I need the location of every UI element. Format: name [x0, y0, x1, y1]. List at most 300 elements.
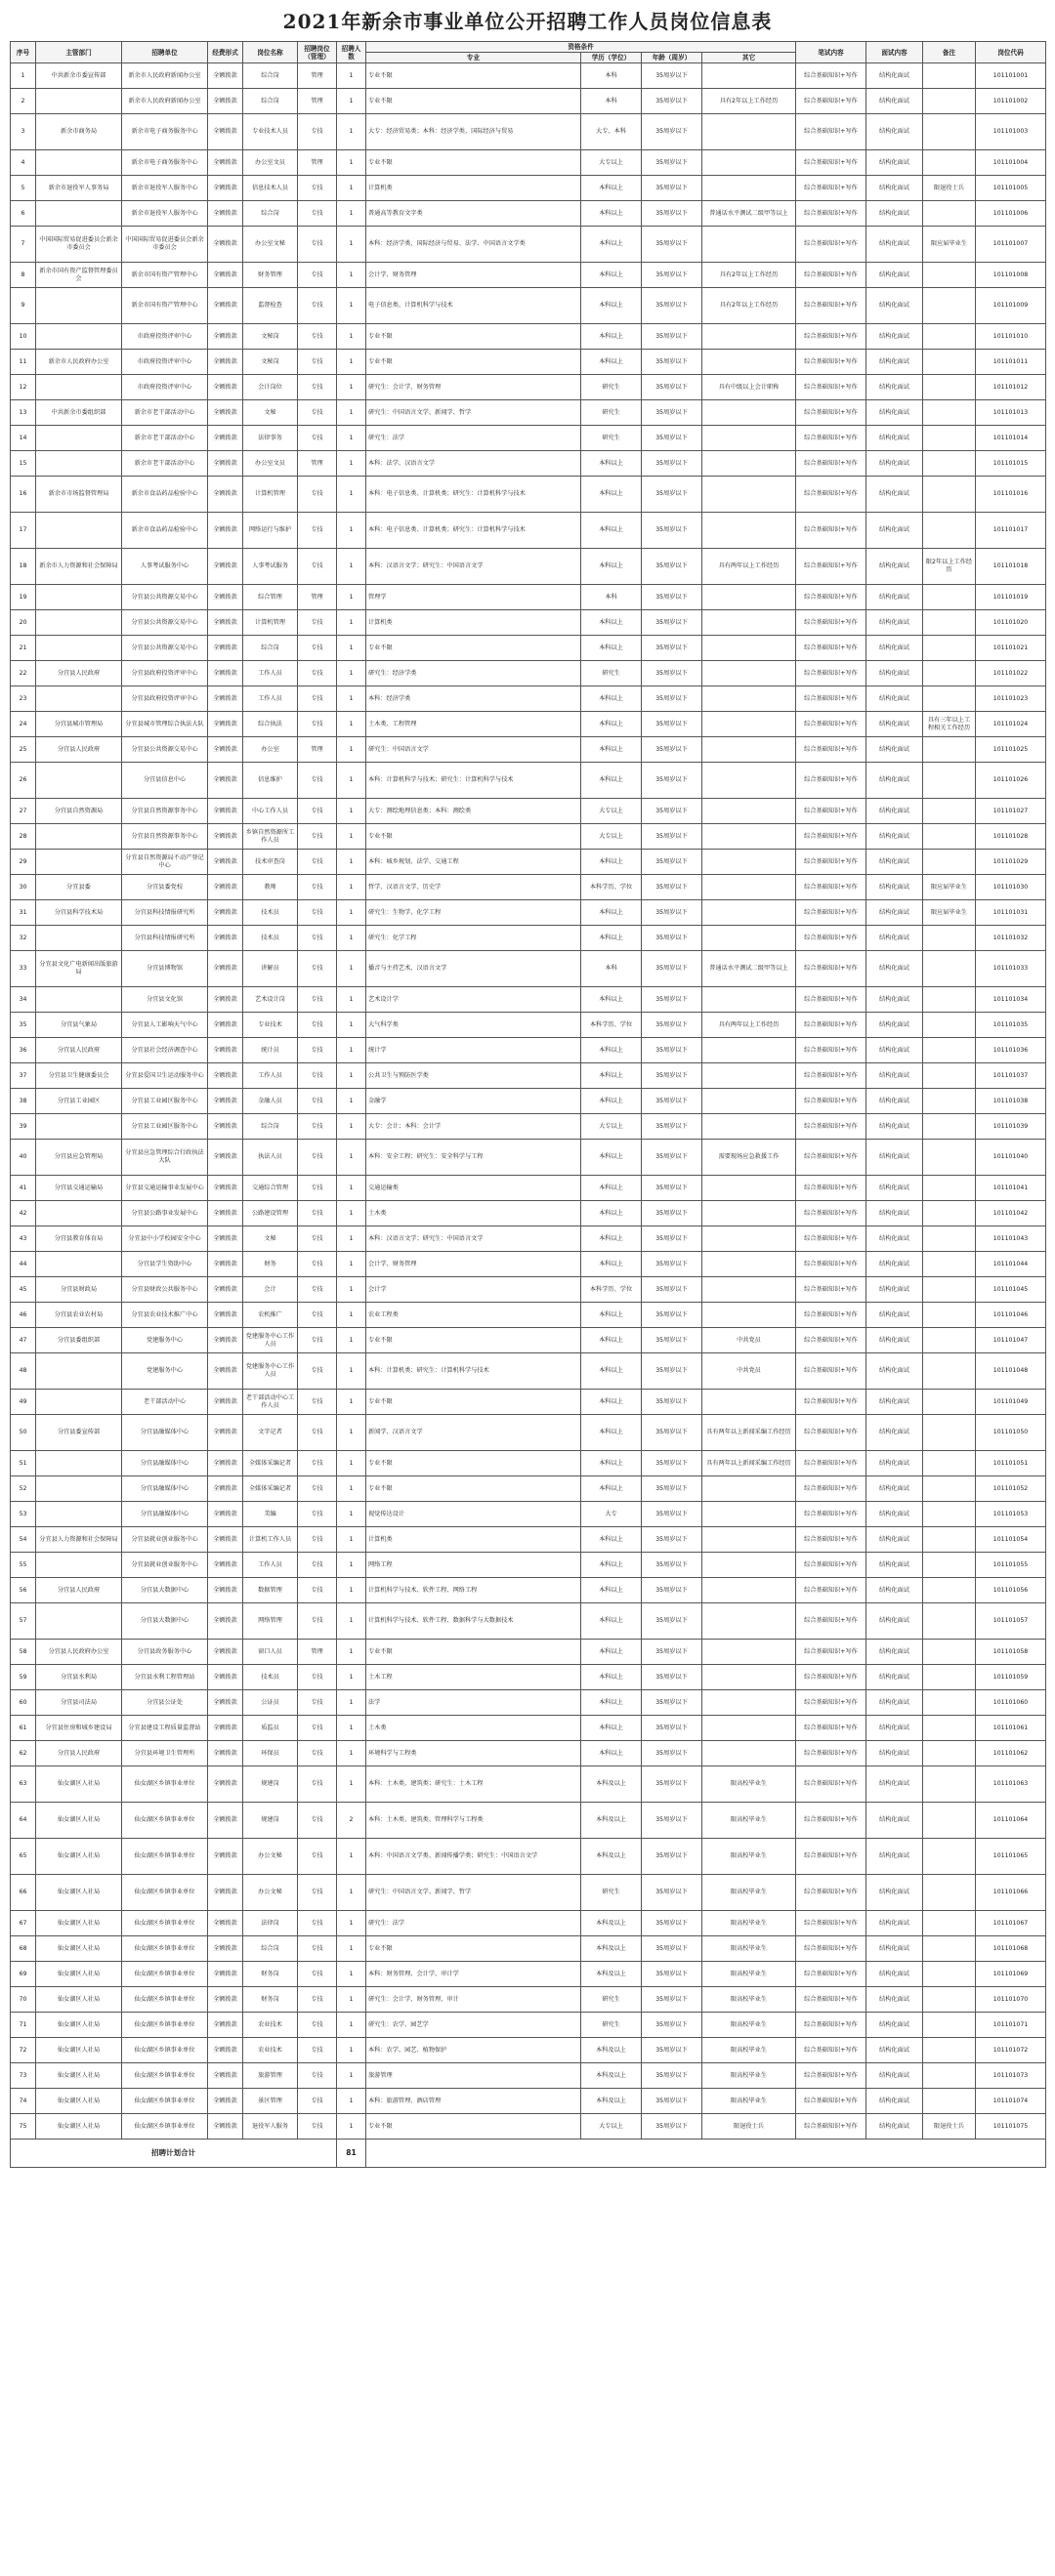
cell-other	[702, 1476, 796, 1502]
cell-funding: 全额拨款	[208, 1578, 243, 1603]
cell-dept	[36, 824, 122, 850]
cell-dept: 分宜县交通运输局	[36, 1176, 122, 1201]
cell-funding: 全额拨款	[208, 227, 243, 263]
cell-age: 35周岁以下	[642, 263, 702, 288]
cell-exam: 综合基础知识+写作	[796, 875, 866, 900]
cell-age: 35周岁以下	[642, 477, 702, 513]
total-row	[11, 2140, 1046, 2168]
cell-post: 法律事务	[243, 426, 298, 451]
cell-edu: 本科以上	[581, 1226, 642, 1252]
cell-post-type: 管理	[298, 451, 337, 477]
cell-seq: 26	[11, 763, 36, 799]
cell-major: 本科：电子信息类、计算机类；研究生：计算机科学与技术	[366, 513, 581, 549]
table-row	[11, 987, 1046, 1013]
cell-funding: 全额拨款	[208, 1839, 243, 1875]
cell-major: 本科：安全工程；研究生：安全科学与工程	[366, 1140, 581, 1176]
cell-other	[702, 324, 796, 350]
cell-count: 1	[337, 1353, 366, 1390]
cell-note	[923, 2013, 976, 2038]
cell-exam: 综合基础知识+写作	[796, 2063, 866, 2089]
cell-post-type: 专技	[298, 1803, 337, 1839]
cell-post: 办公室文员	[243, 150, 298, 176]
cell-code: 101101065	[976, 1839, 1046, 1875]
cell-count: 1	[337, 1690, 366, 1716]
cell-seq: 50	[11, 1415, 36, 1451]
cell-dept: 仙女湖区人社局	[36, 1875, 122, 1911]
cell-count: 1	[337, 712, 366, 737]
cell-seq: 67	[11, 1911, 36, 1936]
cell-dept: 分宜县人力资源和社会保障局	[36, 1527, 122, 1553]
cell-count: 2	[337, 1803, 366, 1839]
cell-age: 35周岁以下	[642, 2013, 702, 2038]
cell-count: 1	[337, 1527, 366, 1553]
table-row	[11, 1176, 1046, 1201]
cell-exam: 综合基础知识+写作	[796, 1013, 866, 1038]
table-row	[11, 1527, 1046, 1553]
cell-edu: 本科以上	[581, 176, 642, 201]
cell-other: 具有2年以上工作经历	[702, 288, 796, 324]
cell-unit: 分宜县信息中心	[122, 763, 208, 799]
cell-post-type: 专技	[298, 1252, 337, 1277]
cell-edu: 本科以上	[581, 1665, 642, 1690]
cell-edu: 大专	[581, 1502, 642, 1527]
cell-age: 35周岁以下	[642, 400, 702, 426]
cell-post: 综合管理	[243, 585, 298, 610]
cell-code: 101101017	[976, 513, 1046, 549]
cell-seq: 28	[11, 824, 36, 850]
cell-interview: 结构化面试	[866, 477, 923, 513]
cell-code: 101101005	[976, 176, 1046, 201]
cell-code: 101101032	[976, 926, 1046, 951]
cell-dept: 仙女湖区人社局	[36, 2114, 122, 2140]
cell-unit: 新余市老干部活动中心	[122, 400, 208, 426]
cell-count: 1	[337, 824, 366, 850]
cell-dept	[36, 1502, 122, 1527]
cell-count: 1	[337, 1013, 366, 1038]
cell-major: 专业不限	[366, 89, 581, 114]
cell-other: 具有两年以上新闻采编工作经历	[702, 1451, 796, 1476]
cell-dept: 仙女湖区人社局	[36, 1803, 122, 1839]
cell-post: 办公室文秘	[243, 227, 298, 263]
header-edu: 学历（学位）	[581, 53, 642, 63]
cell-dept	[36, 324, 122, 350]
cell-age: 35周岁以下	[642, 1415, 702, 1451]
cell-code: 101101059	[976, 1665, 1046, 1690]
cell-other	[702, 610, 796, 636]
cell-exam: 综合基础知识+写作	[796, 686, 866, 712]
cell-funding: 全额拨款	[208, 89, 243, 114]
cell-edu: 研究生	[581, 426, 642, 451]
cell-post: 老干部活动中心工作人员	[243, 1390, 298, 1415]
cell-post-type: 专技	[298, 1502, 337, 1527]
cell-interview: 结构化面试	[866, 1502, 923, 1527]
table-row	[11, 1665, 1046, 1690]
cell-post: 技术员	[243, 900, 298, 926]
cell-code: 101101040	[976, 1140, 1046, 1176]
cell-dept	[36, 150, 122, 176]
cell-post-type: 专技	[298, 2089, 337, 2114]
table-row	[11, 1303, 1046, 1328]
cell-note	[923, 1353, 976, 1390]
cell-note	[923, 636, 976, 661]
cell-other	[702, 227, 796, 263]
cell-post-type: 专技	[298, 2013, 337, 2038]
cell-post: 环保员	[243, 1741, 298, 1766]
cell-edu: 研究生	[581, 400, 642, 426]
cell-interview: 结构化面试	[866, 513, 923, 549]
cell-unit: 仙女湖区乡镇事业单位	[122, 1839, 208, 1875]
cell-funding: 全额拨款	[208, 1252, 243, 1277]
cell-post: 党建服务中心工作人员	[243, 1328, 298, 1353]
cell-other: 限高校毕业生	[702, 2063, 796, 2089]
cell-post: 计算机工作人员	[243, 1527, 298, 1553]
cell-unit: 仙女湖区乡镇事业单位	[122, 1803, 208, 1839]
cell-other	[702, 824, 796, 850]
table-row	[11, 737, 1046, 763]
cell-major: 会计学、财务管理	[366, 263, 581, 288]
cell-funding: 全额拨款	[208, 477, 243, 513]
cell-exam: 综合基础知识+写作	[796, 324, 866, 350]
cell-major: 本科：经济学类	[366, 686, 581, 712]
cell-count: 1	[337, 2089, 366, 2114]
cell-post: 统计员	[243, 1038, 298, 1063]
table-row	[11, 763, 1046, 799]
cell-note: 限应届毕业生	[923, 900, 976, 926]
cell-interview: 结构化面试	[866, 227, 923, 263]
cell-count: 1	[337, 201, 366, 227]
cell-interview: 结构化面试	[866, 1415, 923, 1451]
cell-age: 35周岁以下	[642, 1063, 702, 1089]
cell-interview: 结构化面试	[866, 1176, 923, 1201]
cell-exam: 综合基础知识+写作	[796, 1987, 866, 2013]
cell-post: 旅游管理	[243, 2063, 298, 2089]
cell-post: 财务岗	[243, 1987, 298, 2013]
cell-other	[702, 1603, 796, 1640]
cell-exam: 综合基础知识+写作	[796, 1390, 866, 1415]
cell-code: 101101007	[976, 227, 1046, 263]
table-row	[11, 636, 1046, 661]
cell-seq: 22	[11, 661, 36, 686]
cell-post: 规建岗	[243, 1766, 298, 1803]
cell-funding: 全额拨款	[208, 1875, 243, 1911]
total-count: 81	[337, 2140, 366, 2168]
cell-post-type: 管理	[298, 1640, 337, 1665]
cell-dept	[36, 1476, 122, 1502]
cell-dept: 分宜县自然资源局	[36, 799, 122, 824]
cell-note	[923, 89, 976, 114]
cell-post: 技术审查岗	[243, 850, 298, 875]
cell-post: 综合岗	[243, 201, 298, 227]
cell-post: 文秘	[243, 400, 298, 426]
cell-age: 35周岁以下	[642, 451, 702, 477]
cell-unit: 党建服务中心	[122, 1353, 208, 1390]
cell-funding: 全额拨款	[208, 549, 243, 585]
cell-unit: 分宜县人工影响天气中心	[122, 1013, 208, 1038]
cell-post: 办公文秘	[243, 1839, 298, 1875]
cell-age: 35周岁以下	[642, 1390, 702, 1415]
cell-edu: 本科及以上	[581, 1803, 642, 1839]
cell-other	[702, 426, 796, 451]
cell-edu: 本科	[581, 89, 642, 114]
cell-edu: 本科以上	[581, 850, 642, 875]
cell-dept: 分宜县人民政府	[36, 1741, 122, 1766]
table-row	[11, 2063, 1046, 2089]
cell-count: 1	[337, 1502, 366, 1527]
cell-edu: 本科	[581, 585, 642, 610]
cell-dept: 分宜县农业农村局	[36, 1303, 122, 1328]
cell-major: 专业不限	[366, 1451, 581, 1476]
cell-dept	[36, 686, 122, 712]
cell-count: 1	[337, 1038, 366, 1063]
cell-count: 1	[337, 1114, 366, 1140]
cell-funding: 全额拨款	[208, 150, 243, 176]
cell-edu: 本科以上	[581, 1328, 642, 1353]
cell-other	[702, 1038, 796, 1063]
cell-seq: 16	[11, 477, 36, 513]
cell-other: 普通话水平测试二级甲等以上	[702, 201, 796, 227]
cell-post: 技术员	[243, 926, 298, 951]
cell-major: 本科：中国语言文学类、新闻传播学类；研究生：中国语言文学	[366, 1839, 581, 1875]
cell-dept: 新余市商务局	[36, 114, 122, 150]
cell-code: 101101030	[976, 875, 1046, 900]
cell-exam: 综合基础知识+写作	[796, 610, 866, 636]
cell-age: 35周岁以下	[642, 1527, 702, 1553]
cell-exam: 综合基础知识+写作	[796, 1303, 866, 1328]
cell-other: 中共党员	[702, 1353, 796, 1390]
cell-post-type: 专技	[298, 1766, 337, 1803]
cell-unit: 仙女湖区乡镇事业单位	[122, 1962, 208, 1987]
cell-count: 1	[337, 89, 366, 114]
cell-funding: 全额拨款	[208, 2038, 243, 2063]
cell-dept: 分宜县人民政府办公室	[36, 1640, 122, 1665]
cell-post: 景区管理	[243, 2089, 298, 2114]
cell-code: 101101056	[976, 1578, 1046, 1603]
cell-major: 土木类	[366, 1716, 581, 1741]
table-header	[11, 42, 1046, 63]
cell-post: 会计	[243, 1277, 298, 1303]
cell-edu: 大专以上	[581, 150, 642, 176]
cell-age: 35周岁以下	[642, 1252, 702, 1277]
cell-dept: 分宜县人民政府	[36, 737, 122, 763]
cell-unit: 分宜县农业技术推广中心	[122, 1303, 208, 1328]
table-row	[11, 263, 1046, 288]
cell-code: 101101060	[976, 1690, 1046, 1716]
cell-dept: 分宜县住房和城乡建设局	[36, 1716, 122, 1741]
cell-seq: 68	[11, 1936, 36, 1962]
cell-major: 本科：土木类、建筑类、管理科学与工程类	[366, 1803, 581, 1839]
cell-interview: 结构化面试	[866, 763, 923, 799]
cell-other: 限高校毕业生	[702, 2038, 796, 2063]
cell-funding: 全额拨款	[208, 875, 243, 900]
cell-post-type: 专技	[298, 477, 337, 513]
cell-count: 1	[337, 1741, 366, 1766]
cell-interview: 结构化面试	[866, 1089, 923, 1114]
table-row	[11, 201, 1046, 227]
table-row	[11, 824, 1046, 850]
cell-seq: 13	[11, 400, 36, 426]
cell-interview: 结构化面试	[866, 1690, 923, 1716]
cell-post-type: 专技	[298, 1690, 337, 1716]
table-row	[11, 1140, 1046, 1176]
cell-dept: 分宜县财政局	[36, 1277, 122, 1303]
cell-other	[702, 926, 796, 951]
cell-funding: 全额拨款	[208, 900, 243, 926]
cell-count: 1	[337, 1252, 366, 1277]
cell-edu: 本科以上	[581, 1353, 642, 1390]
cell-seq: 75	[11, 2114, 36, 2140]
cell-edu: 本科及以上	[581, 2063, 642, 2089]
cell-seq: 31	[11, 900, 36, 926]
cell-post: 法律岗	[243, 1911, 298, 1936]
cell-note	[923, 1603, 976, 1640]
cell-age: 35周岁以下	[642, 951, 702, 987]
cell-funding: 全额拨款	[208, 1766, 243, 1803]
cell-unit: 分宜县中小学校园安全中心	[122, 1226, 208, 1252]
cell-note	[923, 1140, 976, 1176]
table-row	[11, 1741, 1046, 1766]
cell-funding: 全额拨款	[208, 686, 243, 712]
cell-age: 35周岁以下	[642, 549, 702, 585]
cell-post: 美编	[243, 1502, 298, 1527]
cell-seq: 49	[11, 1390, 36, 1415]
table-row	[11, 1640, 1046, 1665]
table-row	[11, 1353, 1046, 1390]
cell-age: 35周岁以下	[642, 324, 702, 350]
cell-age: 35周岁以下	[642, 1640, 702, 1665]
cell-post: 讲解员	[243, 951, 298, 987]
cell-unit: 分宜县自然资源事务中心	[122, 824, 208, 850]
cell-unit: 新余市退役军人服务中心	[122, 201, 208, 227]
cell-seq: 19	[11, 585, 36, 610]
cell-seq: 33	[11, 951, 36, 987]
cell-count: 1	[337, 1875, 366, 1911]
table-row	[11, 661, 1046, 686]
cell-funding: 全额拨款	[208, 1502, 243, 1527]
header-seq: 序号	[11, 42, 36, 63]
table-row	[11, 1962, 1046, 1987]
header-unit: 招聘单位	[122, 42, 208, 63]
cell-funding: 全额拨款	[208, 513, 243, 549]
cell-interview: 结构化面试	[866, 1476, 923, 1502]
cell-exam: 综合基础知识+写作	[796, 2038, 866, 2063]
cell-post-type: 专技	[298, 1176, 337, 1201]
cell-count: 1	[337, 1390, 366, 1415]
cell-post-type: 专技	[298, 850, 337, 875]
cell-count: 1	[337, 1962, 366, 1987]
cell-age: 35周岁以下	[642, 1962, 702, 1987]
cell-unit: 分宜县公共资源交易中心	[122, 610, 208, 636]
cell-other	[702, 1553, 796, 1578]
cell-dept	[36, 201, 122, 227]
cell-code: 101101074	[976, 2089, 1046, 2114]
cell-code: 101101012	[976, 375, 1046, 400]
cell-dept: 分宜县人民政府	[36, 1038, 122, 1063]
cell-other	[702, 1578, 796, 1603]
cell-funding: 全额拨款	[208, 1716, 243, 1741]
table-row	[11, 1328, 1046, 1353]
cell-unit: 分宜县融媒体中心	[122, 1502, 208, 1527]
cell-seq: 57	[11, 1603, 36, 1640]
cell-major: 环境科学与工程类	[366, 1741, 581, 1766]
cell-age: 35周岁以下	[642, 1140, 702, 1176]
cell-interview: 结构化面试	[866, 1226, 923, 1252]
cell-seq: 12	[11, 375, 36, 400]
cell-post: 信息技术人员	[243, 176, 298, 201]
cell-code: 101101051	[976, 1451, 1046, 1476]
cell-interview: 结构化面试	[866, 686, 923, 712]
cell-count: 1	[337, 900, 366, 926]
cell-post-type: 专技	[298, 1063, 337, 1089]
cell-interview: 结构化面试	[866, 737, 923, 763]
cell-edu: 研究生	[581, 1875, 642, 1911]
cell-seq: 40	[11, 1140, 36, 1176]
cell-post-type: 专技	[298, 1716, 337, 1741]
cell-post-type: 专技	[298, 201, 337, 227]
cell-code: 101101021	[976, 636, 1046, 661]
cell-post: 文秘岗	[243, 324, 298, 350]
cell-interview: 结构化面试	[866, 63, 923, 89]
cell-post-type: 专技	[298, 875, 337, 900]
cell-unit: 市政府投资评审中心	[122, 324, 208, 350]
cell-unit: 分宜县委党校	[122, 875, 208, 900]
cell-major: 计算机类	[366, 610, 581, 636]
cell-post: 金融人员	[243, 1089, 298, 1114]
table-row	[11, 1201, 1046, 1226]
cell-other: 具有两年以上工作经历	[702, 1013, 796, 1038]
cell-post-type: 专技	[298, 926, 337, 951]
table-row	[11, 850, 1046, 875]
cell-seq: 64	[11, 1803, 36, 1839]
cell-major: 哲学、汉语言文学、历史学	[366, 875, 581, 900]
cell-seq: 46	[11, 1303, 36, 1328]
cell-other: 限高校毕业生	[702, 2089, 796, 2114]
cell-exam: 综合基础知识+写作	[796, 2089, 866, 2114]
cell-age: 35周岁以下	[642, 1665, 702, 1690]
cell-dept: 新余市退役军人事务局	[36, 176, 122, 201]
cell-age: 35周岁以下	[642, 201, 702, 227]
cell-exam: 综合基础知识+写作	[796, 1089, 866, 1114]
cell-interview: 结构化面试	[866, 1013, 923, 1038]
cell-interview: 结构化面试	[866, 987, 923, 1013]
cell-unit: 新余市电子商务服务中心	[122, 114, 208, 150]
cell-code: 101101031	[976, 900, 1046, 926]
cell-post: 技术员	[243, 1665, 298, 1690]
cell-interview: 结构化面试	[866, 263, 923, 288]
cell-post: 人事考试服务	[243, 549, 298, 585]
cell-unit: 分宜县公共资源交易中心	[122, 585, 208, 610]
cell-exam: 综合基础知识+写作	[796, 1277, 866, 1303]
cell-count: 1	[337, 426, 366, 451]
cell-major: 本科：财务管理、会计学、审计学	[366, 1962, 581, 1987]
cell-count: 1	[337, 1911, 366, 1936]
cell-interview: 结构化面试	[866, 951, 923, 987]
cell-dept	[36, 585, 122, 610]
cell-dept	[36, 426, 122, 451]
cell-funding: 全额拨款	[208, 1353, 243, 1390]
cell-funding: 全额拨款	[208, 1277, 243, 1303]
cell-age: 35周岁以下	[642, 1013, 702, 1038]
cell-edu: 本科以上	[581, 686, 642, 712]
cell-unit: 仙女湖区乡镇事业单位	[122, 2013, 208, 2038]
cell-exam: 综合基础知识+写作	[796, 63, 866, 89]
cell-exam: 综合基础知识+写作	[796, 951, 866, 987]
cell-unit: 分宜县工业园区服务中心	[122, 1089, 208, 1114]
cell-exam: 综合基础知识+写作	[796, 426, 866, 451]
cell-edu: 研究生	[581, 661, 642, 686]
cell-unit: 分宜县社会经济调查中心	[122, 1038, 208, 1063]
cell-seq: 62	[11, 1741, 36, 1766]
cell-major: 普通高等教育文字类	[366, 201, 581, 227]
